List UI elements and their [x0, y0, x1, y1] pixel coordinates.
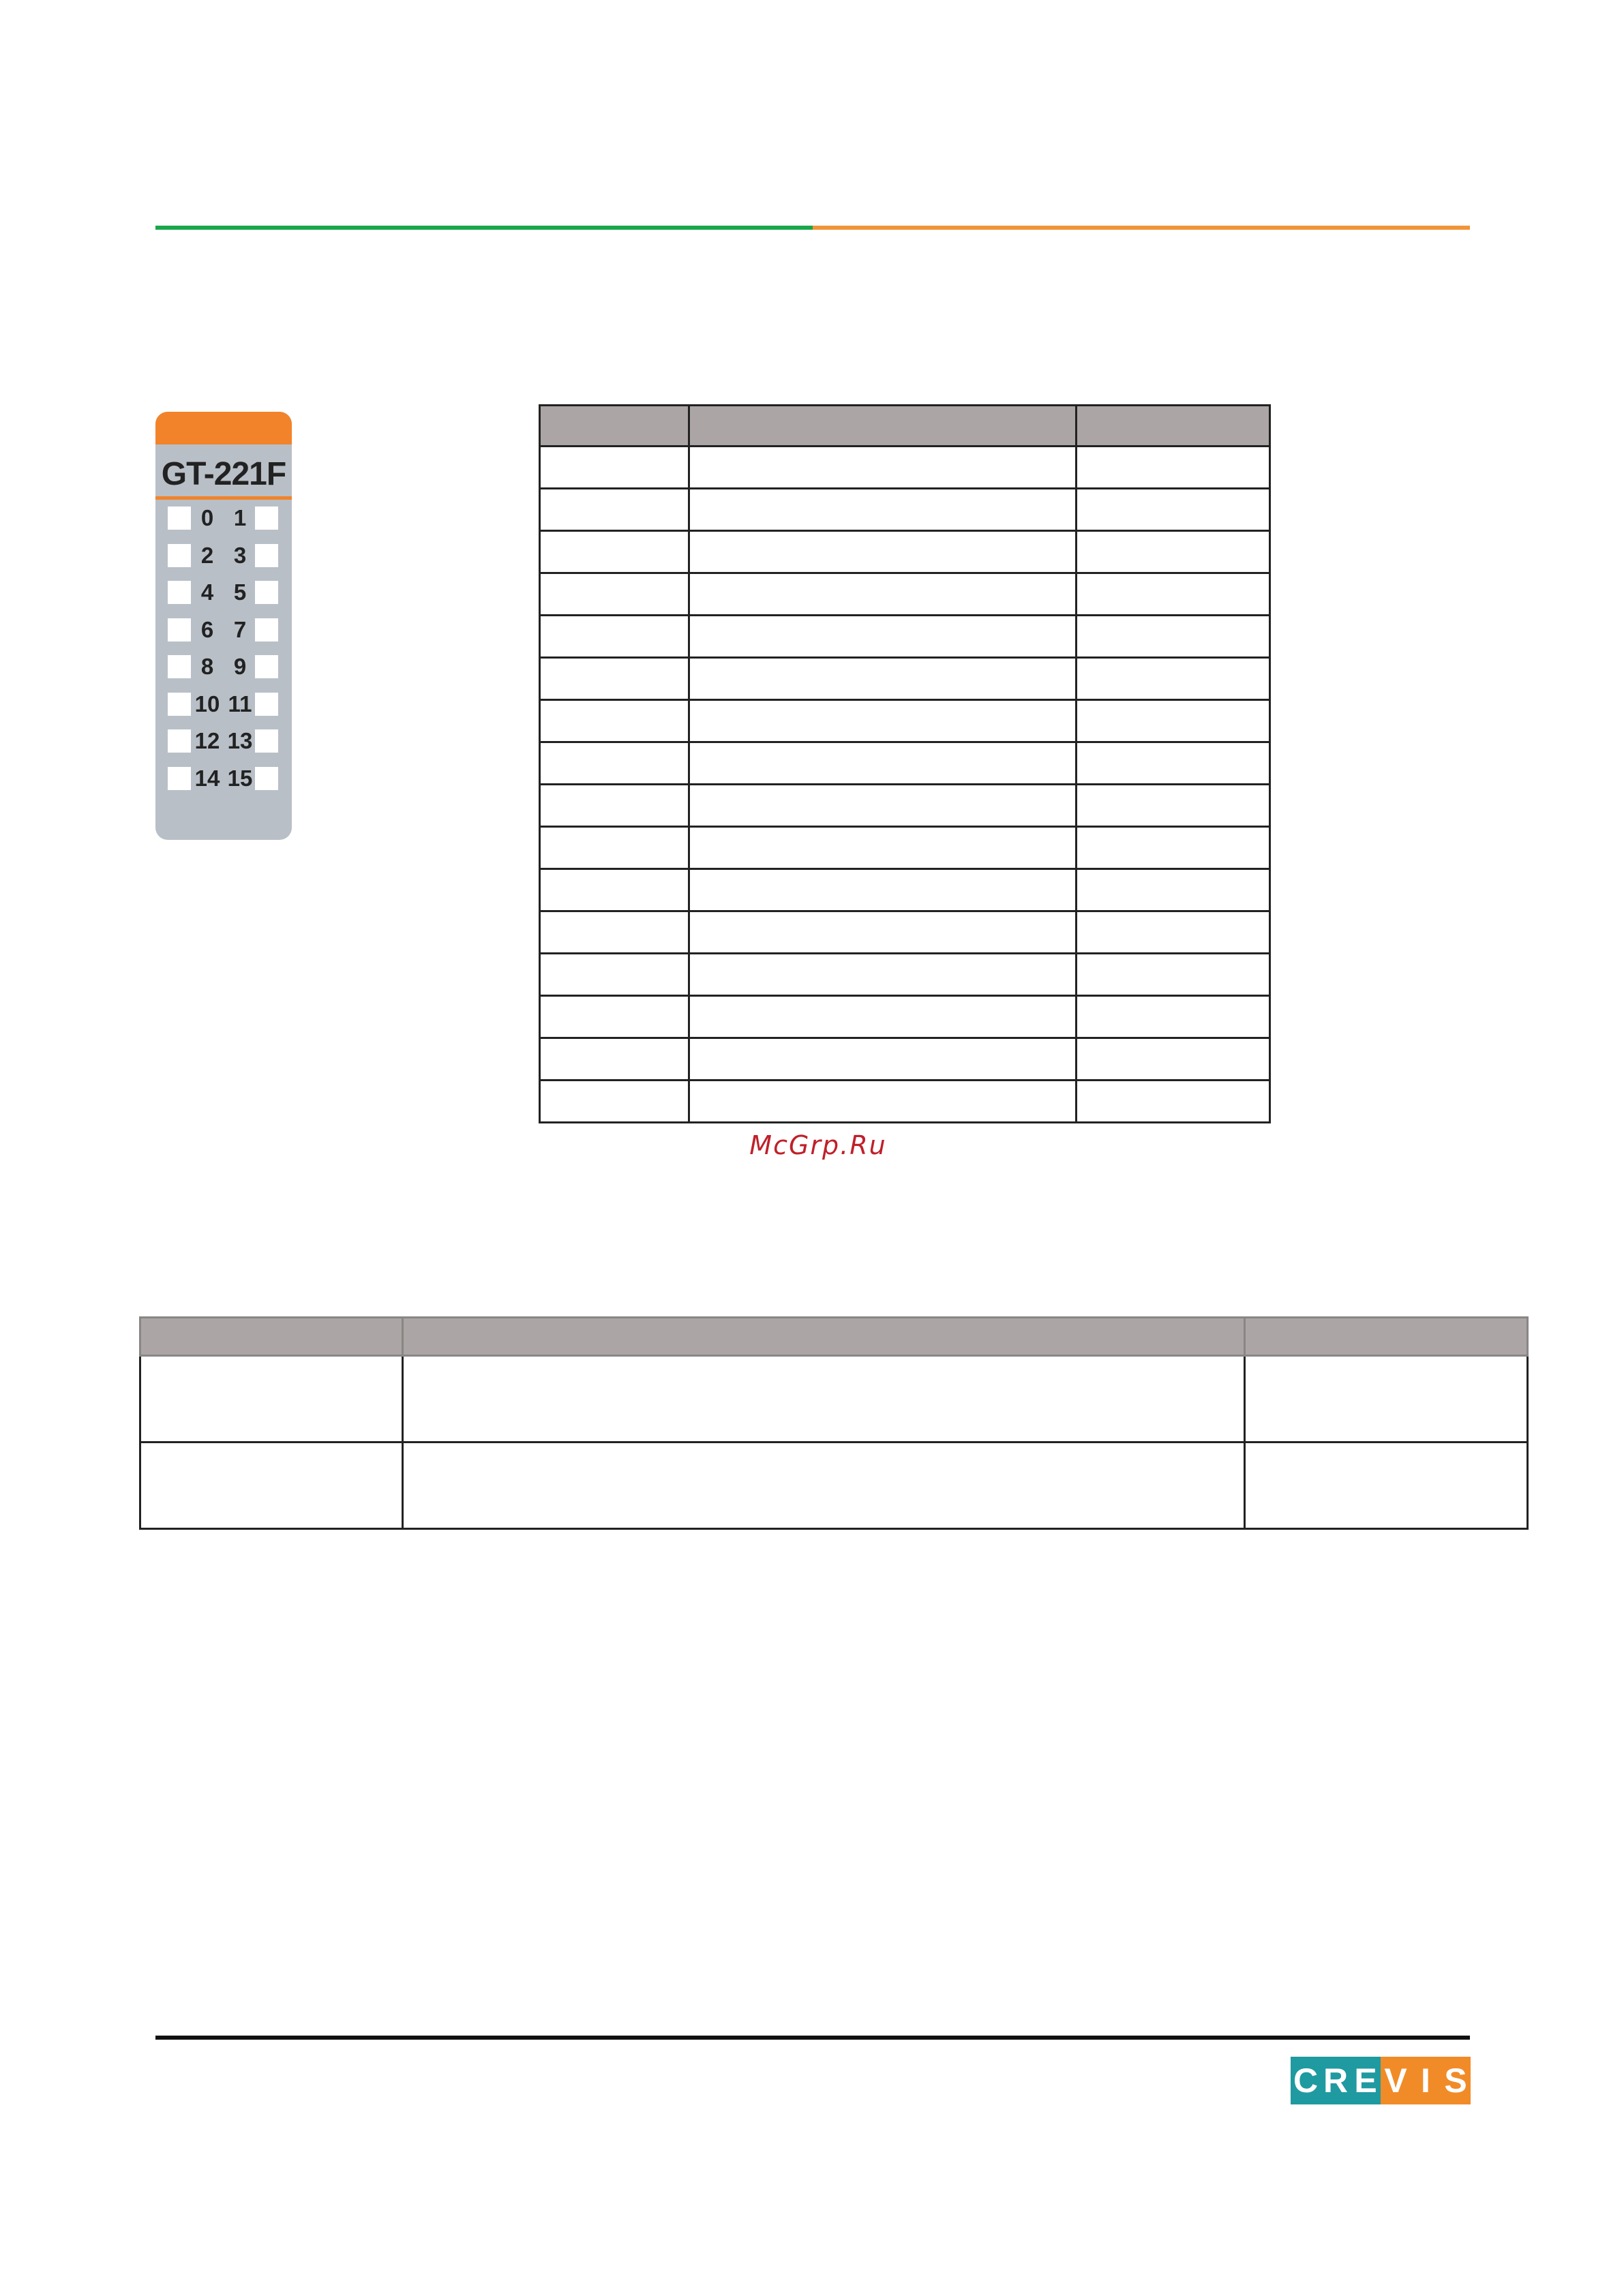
channel-number: 14 — [194, 765, 220, 791]
table-cell — [1077, 911, 1270, 954]
led-indicator — [255, 655, 278, 678]
table-header-row — [140, 1318, 1528, 1356]
table-cell — [540, 911, 689, 954]
table-cell — [689, 827, 1077, 869]
table-header-row — [540, 406, 1270, 447]
table-cell — [689, 869, 1077, 911]
module-label — [155, 412, 292, 840]
table-cell — [1077, 658, 1270, 700]
table-row — [540, 742, 1270, 785]
table-cell — [689, 1081, 1077, 1123]
table-cell — [1077, 531, 1270, 573]
led-row — [155, 618, 292, 644]
logo-letter: V — [1381, 2057, 1411, 2104]
status-description-table — [139, 1316, 1529, 1530]
led-indicator — [255, 693, 278, 716]
table-cell — [689, 700, 1077, 742]
table-row — [540, 616, 1270, 658]
channel-number: 10 — [194, 691, 220, 716]
footer-rule — [155, 2036, 1470, 2040]
header-rule-orange — [813, 226, 1470, 230]
table-cell — [689, 742, 1077, 785]
channel-number: 3 — [233, 542, 247, 568]
table-row — [540, 785, 1270, 827]
channel-number: 4 — [200, 579, 214, 605]
table-row — [540, 869, 1270, 911]
table-cell — [403, 1442, 1245, 1529]
crevis-logo — [1291, 2057, 1471, 2104]
table-row — [540, 531, 1270, 573]
table-header-cell — [403, 1318, 1245, 1356]
table-cell — [1077, 1081, 1270, 1123]
led-row — [155, 729, 292, 755]
table-row — [540, 658, 1270, 700]
led-indicator — [168, 655, 191, 678]
led-indicator — [168, 544, 191, 567]
table-cell — [1077, 869, 1270, 911]
table-cell — [689, 531, 1077, 573]
table-cell — [140, 1442, 403, 1529]
table-cell — [1077, 827, 1270, 869]
table-cell — [540, 531, 689, 573]
table-header-cell — [540, 406, 689, 447]
table-row — [540, 911, 1270, 954]
table-cell — [540, 658, 689, 700]
table-cell — [540, 573, 689, 616]
channel-number: 5 — [233, 579, 247, 605]
table-cell — [1077, 447, 1270, 489]
table-row — [540, 1081, 1270, 1123]
channel-number: 1 — [233, 505, 247, 530]
table-cell — [540, 869, 689, 911]
table-cell — [540, 700, 689, 742]
table-row — [540, 489, 1270, 531]
table-row — [140, 1442, 1528, 1529]
table-cell — [540, 742, 689, 785]
led-indicator — [168, 618, 191, 641]
table-header-cell — [689, 406, 1077, 447]
table-cell — [540, 785, 689, 827]
channel-number: 12 — [194, 728, 220, 753]
module-title: GT-221F — [161, 456, 286, 492]
led-indicator — [168, 729, 191, 753]
channel-number: 8 — [200, 654, 214, 679]
led-indicator — [255, 729, 278, 753]
module-top-band — [155, 412, 292, 444]
led-indicator — [168, 767, 191, 790]
table-cell — [1077, 785, 1270, 827]
channel-number: 9 — [233, 654, 247, 679]
table-row — [540, 827, 1270, 869]
led-indicator — [255, 767, 278, 790]
table-row — [540, 996, 1270, 1038]
led-row — [155, 655, 292, 681]
table-cell — [540, 996, 689, 1038]
logo-letter: I — [1411, 2057, 1441, 2104]
table-row — [540, 447, 1270, 489]
logo-letter: E — [1351, 2057, 1381, 2104]
led-indicator — [168, 507, 191, 530]
table-cell — [540, 489, 689, 531]
logo-letter: R — [1321, 2057, 1351, 2104]
table-cell — [403, 1356, 1245, 1442]
table-header-cell — [1077, 406, 1270, 447]
channel-number: 7 — [233, 616, 247, 642]
table-cell — [689, 785, 1077, 827]
table-cell — [540, 616, 689, 658]
led-indicator — [255, 507, 278, 530]
table-cell — [689, 996, 1077, 1038]
table-cell — [540, 827, 689, 869]
table-cell — [689, 1038, 1077, 1081]
led-row — [155, 693, 292, 719]
table-header-cell — [1245, 1318, 1528, 1356]
table-cell — [140, 1356, 403, 1442]
table-cell — [1077, 742, 1270, 785]
table-header-cell — [140, 1318, 403, 1356]
led-indicator — [255, 544, 278, 567]
led-indicator — [168, 581, 191, 604]
logo-letter: C — [1291, 2057, 1321, 2104]
table-cell — [1077, 996, 1270, 1038]
channel-number: 6 — [200, 616, 214, 642]
table-cell — [689, 573, 1077, 616]
table-cell — [689, 954, 1077, 996]
table-cell — [1245, 1442, 1528, 1529]
channel-number: 0 — [200, 505, 214, 530]
table-cell — [540, 447, 689, 489]
channel-number: 15 — [227, 765, 253, 791]
watermark-text: McGrp.Ru — [749, 1130, 887, 1160]
table-row — [540, 573, 1270, 616]
table-row — [540, 700, 1270, 742]
led-row — [155, 581, 292, 607]
led-status-table — [539, 404, 1271, 1123]
led-row — [155, 767, 292, 793]
channel-number: 2 — [200, 542, 214, 568]
table-cell — [689, 447, 1077, 489]
table-cell — [1245, 1356, 1528, 1442]
table-row — [140, 1356, 1528, 1442]
channel-number: 13 — [227, 728, 253, 753]
table-cell — [540, 954, 689, 996]
module-title-underline — [155, 496, 292, 500]
led-row — [155, 507, 292, 532]
table-cell — [1077, 573, 1270, 616]
table-cell — [1077, 1038, 1270, 1081]
channel-number: 11 — [228, 691, 252, 716]
header-rule-green — [155, 226, 813, 230]
table-cell — [689, 658, 1077, 700]
table-cell — [1077, 489, 1270, 531]
table-row — [540, 954, 1270, 996]
table-cell — [540, 1038, 689, 1081]
table-row — [540, 1038, 1270, 1081]
table-cell — [1077, 954, 1270, 996]
led-indicator — [255, 581, 278, 604]
led-indicator — [168, 693, 191, 716]
table-cell — [689, 616, 1077, 658]
table-cell — [540, 1081, 689, 1123]
table-cell — [1077, 616, 1270, 658]
table-cell — [1077, 700, 1270, 742]
table-cell — [689, 911, 1077, 954]
table-cell — [689, 489, 1077, 531]
led-indicator — [255, 618, 278, 641]
logo-letter: S — [1441, 2057, 1471, 2104]
led-row — [155, 544, 292, 570]
